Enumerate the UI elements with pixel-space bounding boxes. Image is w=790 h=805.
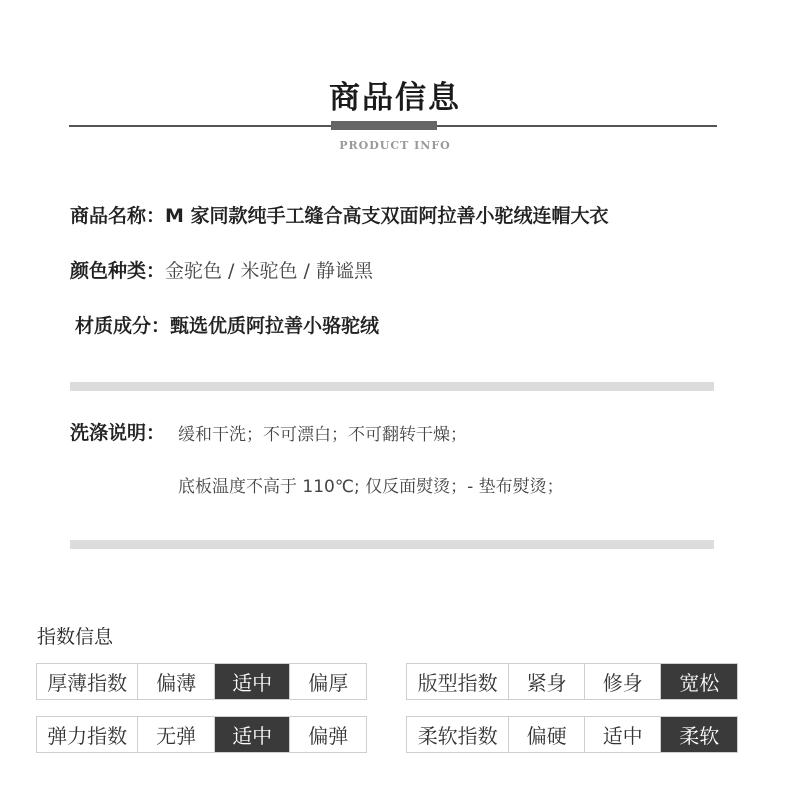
color-value: 金驼色 / 米驼色 / 静谧黑 xyxy=(165,260,373,282)
index-option: 偏弹 xyxy=(289,717,366,752)
page-subtitle: PRODUCT INFO xyxy=(339,139,451,152)
index-option: 偏薄 xyxy=(137,664,214,699)
index-option: 适中 xyxy=(584,717,661,752)
index-heading: 指数信息 xyxy=(37,626,114,648)
care-line-1: 缓和干洗；不可漂白；不可翻转干燥； xyxy=(178,425,467,445)
product-name-label: 商品名称： xyxy=(70,205,166,227)
fit-index-table xyxy=(406,663,738,700)
index-label: 厚薄指数 xyxy=(47,671,128,695)
index-option-selected: 柔软 xyxy=(660,717,737,752)
product-name-value: M 家同款纯手工缝合高支双面阿拉善小驼绒连帽大衣 xyxy=(165,205,609,227)
index-option-selected: 适中 xyxy=(214,717,290,752)
section-divider xyxy=(70,540,714,549)
title-accent-bar xyxy=(331,121,437,130)
index-label: 弹力指数 xyxy=(47,724,128,748)
index-option: 偏厚 xyxy=(289,664,366,699)
product-name-row xyxy=(70,201,609,228)
section-divider xyxy=(70,382,714,391)
care-line-2: 底板温度不高于 110℃; 仅反面熨烫；- 垫布熨烫； xyxy=(178,477,564,497)
index-option-selected: 适中 xyxy=(214,664,290,699)
care-label: 洗涤说明： xyxy=(70,422,166,444)
color-label: 颜色种类： xyxy=(70,260,166,282)
page-title: 商品信息 xyxy=(329,80,461,116)
material-value: 甄选优质阿拉善小骆驼绒 xyxy=(170,315,380,337)
softness-index-table xyxy=(406,716,738,753)
index-option: 紧身 xyxy=(508,664,584,699)
index-label: 柔软指数 xyxy=(417,724,498,748)
stretch-index-table xyxy=(36,716,367,753)
index-option: 偏硬 xyxy=(508,717,584,752)
thickness-index-table xyxy=(36,663,367,700)
color-row xyxy=(70,256,373,283)
material-row xyxy=(75,311,379,338)
index-option-selected: 宽松 xyxy=(660,664,737,699)
index-option: 无弹 xyxy=(137,717,214,752)
index-option: 修身 xyxy=(584,664,661,699)
material-label: 材质成分： xyxy=(75,315,171,337)
index-label: 版型指数 xyxy=(417,671,498,695)
